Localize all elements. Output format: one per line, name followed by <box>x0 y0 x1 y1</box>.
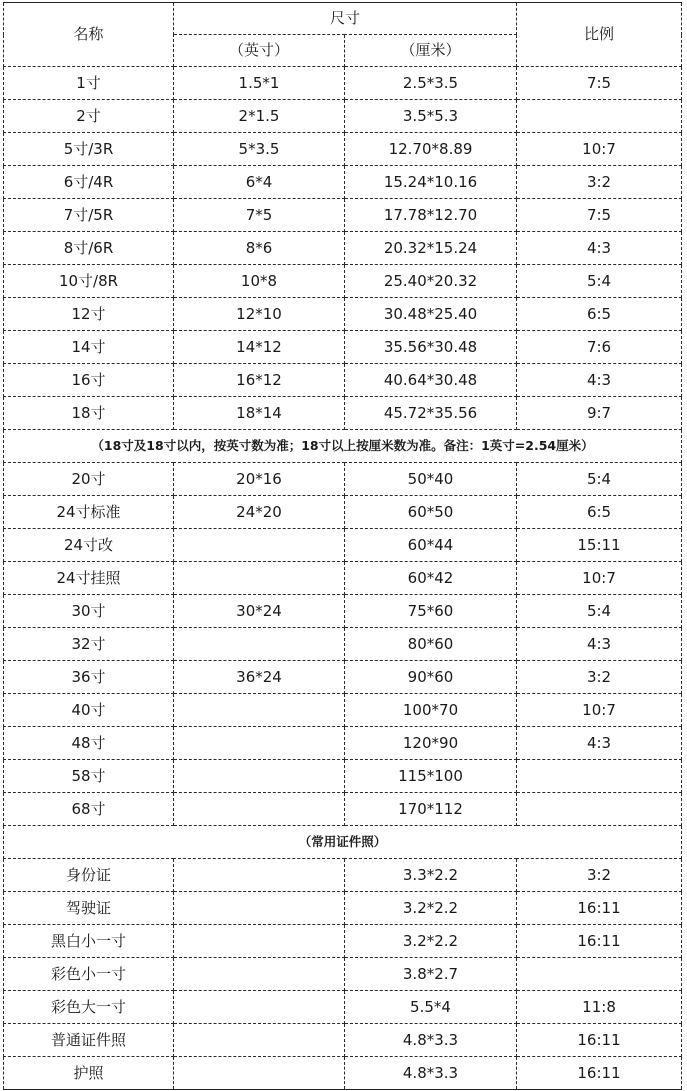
table-row <box>4 133 682 166</box>
table-row <box>4 265 682 298</box>
cell-inch: 24*20 <box>174 496 345 529</box>
note-row-id-photos <box>4 826 682 859</box>
cell-inch <box>174 727 345 760</box>
cell-ratio: 15:11 <box>517 529 682 562</box>
cell-cm: 12.70*8.89 <box>345 133 517 166</box>
cell-name: 6寸/4R <box>4 166 174 199</box>
cell-inch <box>174 760 345 793</box>
cell-name: 彩色小一寸 <box>4 958 174 991</box>
cell-name: 16寸 <box>4 364 174 397</box>
cell-name: 护照 <box>4 1057 174 1090</box>
cell-ratio: 16:11 <box>517 1024 682 1057</box>
cell-ratio: 16:11 <box>517 892 682 925</box>
cell-inch: 2*1.5 <box>174 100 345 133</box>
cell-name: 12寸 <box>4 298 174 331</box>
cell-cm: 80*60 <box>345 628 517 661</box>
cell-inch: 12*10 <box>174 298 345 331</box>
cell-name: 58寸 <box>4 760 174 793</box>
note-row-inch-rule <box>4 430 682 463</box>
table-row <box>4 727 682 760</box>
cell-cm: 120*90 <box>345 727 517 760</box>
cell-cm: 75*60 <box>345 595 517 628</box>
cell-cm: 170*112 <box>345 793 517 826</box>
cell-cm: 4.8*3.3 <box>345 1057 517 1090</box>
cell-ratio: 16:11 <box>517 1057 682 1090</box>
table-row <box>4 925 682 958</box>
note-inch-rule: （18寸及18寸以内，按英寸数为准；18寸以上按厘米数为准。备注：1英寸=2.54厘米） <box>4 430 682 463</box>
table-row <box>4 958 682 991</box>
cell-cm: 3.8*2.7 <box>345 958 517 991</box>
cell-name: 30寸 <box>4 595 174 628</box>
cell-name: 32寸 <box>4 628 174 661</box>
cell-name: 1寸 <box>4 67 174 100</box>
header-cm: （厘米） <box>345 35 517 67</box>
cell-ratio <box>517 760 682 793</box>
table-row <box>4 166 682 199</box>
cell-inch: 7*5 <box>174 199 345 232</box>
table-row <box>4 694 682 727</box>
cell-ratio <box>517 958 682 991</box>
cell-inch <box>174 793 345 826</box>
cell-cm: 45.72*35.56 <box>345 397 517 430</box>
cell-ratio: 10:7 <box>517 562 682 595</box>
cell-cm: 90*60 <box>345 661 517 694</box>
cell-cm: 60*42 <box>345 562 517 595</box>
cell-name: 身份证 <box>4 859 174 892</box>
cell-ratio: 16:11 <box>517 925 682 958</box>
note-id-photo-body <box>4 826 682 859</box>
cell-ratio: 10:7 <box>517 133 682 166</box>
cell-name: 7寸/5R <box>4 199 174 232</box>
cell-inch <box>174 892 345 925</box>
cell-cm: 30.48*25.40 <box>345 298 517 331</box>
cell-inch <box>174 529 345 562</box>
cell-cm: 3.2*2.2 <box>345 925 517 958</box>
cell-ratio <box>517 793 682 826</box>
cell-ratio: 10:7 <box>517 694 682 727</box>
table-row <box>4 859 682 892</box>
cell-name: 48寸 <box>4 727 174 760</box>
cell-cm: 2.5*3.5 <box>345 67 517 100</box>
note-id-photos: （常用证件照） <box>4 826 682 859</box>
cell-cm: 17.78*12.70 <box>345 199 517 232</box>
photo-size-table <box>3 2 682 1090</box>
group-id-photos <box>4 859 682 1090</box>
cell-name: 68寸 <box>4 793 174 826</box>
cell-inch: 8*6 <box>174 232 345 265</box>
cell-inch: 1.5*1 <box>174 67 345 100</box>
cell-cm: 3.3*2.2 <box>345 859 517 892</box>
cell-inch: 6*4 <box>174 166 345 199</box>
cell-name: 24寸挂照 <box>4 562 174 595</box>
cell-name: 36寸 <box>4 661 174 694</box>
table-row <box>4 331 682 364</box>
cell-ratio: 3:2 <box>517 859 682 892</box>
cell-ratio: 4:3 <box>517 232 682 265</box>
cell-inch <box>174 1057 345 1090</box>
cell-cm: 20.32*15.24 <box>345 232 517 265</box>
cell-inch: 16*12 <box>174 364 345 397</box>
cell-inch: 10*8 <box>174 265 345 298</box>
cell-inch <box>174 859 345 892</box>
cell-ratio: 9:7 <box>517 397 682 430</box>
table-row <box>4 562 682 595</box>
cell-ratio: 4:3 <box>517 628 682 661</box>
cell-cm: 100*70 <box>345 694 517 727</box>
cell-inch: 14*12 <box>174 331 345 364</box>
cell-name: 彩色大一寸 <box>4 991 174 1024</box>
cell-ratio: 7:6 <box>517 331 682 364</box>
cell-ratio: 6:5 <box>517 298 682 331</box>
cell-inch <box>174 694 345 727</box>
cell-name: 10寸/8R <box>4 265 174 298</box>
table-row <box>4 100 682 133</box>
cell-name: 24寸标准 <box>4 496 174 529</box>
table-row <box>4 991 682 1024</box>
header-inch: （英寸） <box>174 35 345 67</box>
cell-inch: 30*24 <box>174 595 345 628</box>
table-row <box>4 232 682 265</box>
header-name: 名称 <box>4 3 174 67</box>
header-ratio: 比例 <box>517 3 682 67</box>
cell-inch <box>174 1024 345 1057</box>
table-row <box>4 496 682 529</box>
cell-cm: 15.24*10.16 <box>345 166 517 199</box>
cell-cm: 60*44 <box>345 529 517 562</box>
table-row <box>4 661 682 694</box>
table-row <box>4 793 682 826</box>
cell-cm: 25.40*20.32 <box>345 265 517 298</box>
cell-ratio: 5:4 <box>517 265 682 298</box>
cell-ratio <box>517 100 682 133</box>
cell-ratio: 3:2 <box>517 661 682 694</box>
table-row <box>4 397 682 430</box>
table-row <box>4 298 682 331</box>
cell-name: 40寸 <box>4 694 174 727</box>
table-row <box>4 595 682 628</box>
cell-cm: 5.5*4 <box>345 991 517 1024</box>
cell-inch: 36*24 <box>174 661 345 694</box>
cell-ratio: 11:8 <box>517 991 682 1024</box>
cell-ratio: 5:4 <box>517 463 682 496</box>
cell-name: 18寸 <box>4 397 174 430</box>
cell-cm: 40.64*30.48 <box>345 364 517 397</box>
cell-name: 普通证件照 <box>4 1024 174 1057</box>
cell-cm: 35.56*30.48 <box>345 331 517 364</box>
table-row <box>4 199 682 232</box>
table-row <box>4 364 682 397</box>
cell-name: 黑白小一寸 <box>4 925 174 958</box>
cell-cm: 50*40 <box>345 463 517 496</box>
cell-ratio: 4:3 <box>517 727 682 760</box>
cell-name: 2寸 <box>4 100 174 133</box>
cell-ratio: 7:5 <box>517 67 682 100</box>
cell-inch: 5*3.5 <box>174 133 345 166</box>
table-row <box>4 529 682 562</box>
cell-name: 20寸 <box>4 463 174 496</box>
cell-cm: 3.2*2.2 <box>345 892 517 925</box>
table-row <box>4 760 682 793</box>
cell-inch <box>174 925 345 958</box>
cell-ratio: 6:5 <box>517 496 682 529</box>
cell-ratio: 5:4 <box>517 595 682 628</box>
cell-name: 14寸 <box>4 331 174 364</box>
cell-cm: 115*100 <box>345 760 517 793</box>
cell-inch: 20*16 <box>174 463 345 496</box>
table-row <box>4 892 682 925</box>
table-row <box>4 67 682 100</box>
cell-ratio: 3:2 <box>517 166 682 199</box>
cell-name: 5寸/3R <box>4 133 174 166</box>
cell-cm: 4.8*3.3 <box>345 1024 517 1057</box>
cell-inch <box>174 958 345 991</box>
table-row <box>4 1057 682 1090</box>
cell-inch <box>174 628 345 661</box>
table-row <box>4 628 682 661</box>
header-row <box>4 3 682 35</box>
cell-cm: 3.5*5.3 <box>345 100 517 133</box>
cell-ratio: 4:3 <box>517 364 682 397</box>
table-body <box>4 3 682 67</box>
cell-inch <box>174 562 345 595</box>
cell-name: 24寸改 <box>4 529 174 562</box>
cell-ratio: 7:5 <box>517 199 682 232</box>
cell-name: 驾驶证 <box>4 892 174 925</box>
cell-inch: 18*14 <box>174 397 345 430</box>
cell-name: 8寸/6R <box>4 232 174 265</box>
group-large-sizes <box>4 463 682 826</box>
table-row <box>4 1024 682 1057</box>
cell-inch <box>174 991 345 1024</box>
cell-cm: 60*50 <box>345 496 517 529</box>
table-row <box>4 463 682 496</box>
header-size: 尺寸 <box>174 3 517 35</box>
